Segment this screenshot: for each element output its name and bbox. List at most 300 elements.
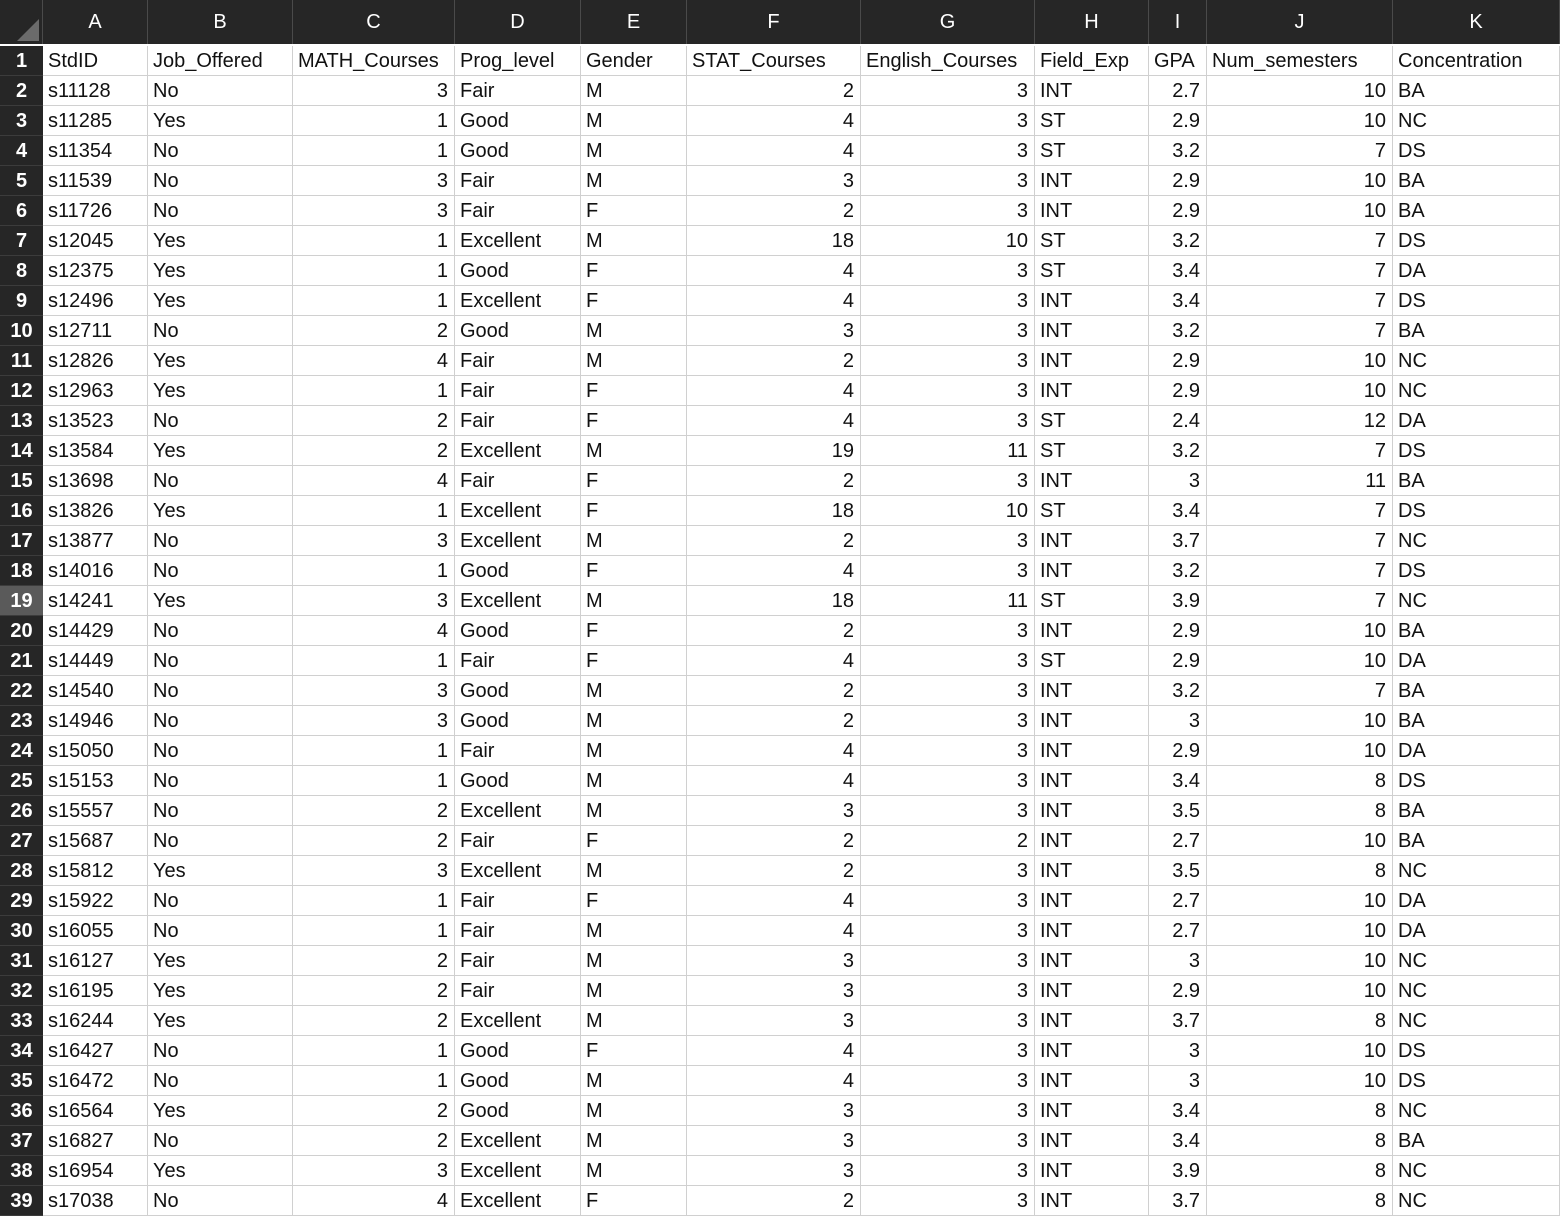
header-cell[interactable]: STAT_Courses (687, 46, 861, 76)
cell[interactable]: M (581, 946, 687, 976)
cell[interactable]: 10 (1207, 166, 1393, 196)
cell[interactable]: Good (455, 256, 581, 286)
cell[interactable]: Fair (455, 736, 581, 766)
cell[interactable]: INT (1035, 76, 1149, 106)
cell[interactable]: 3 (687, 1126, 861, 1156)
cell[interactable]: 3 (861, 166, 1035, 196)
column-header-b[interactable]: B (148, 0, 293, 44)
cell[interactable]: 2.9 (1149, 166, 1207, 196)
cell[interactable]: INT (1035, 736, 1149, 766)
cell[interactable]: F (581, 256, 687, 286)
cell[interactable]: Excellent (455, 586, 581, 616)
cell[interactable]: No (148, 166, 293, 196)
cell[interactable]: 3.7 (1149, 1186, 1207, 1216)
cell[interactable]: DA (1393, 886, 1560, 916)
cell[interactable]: No (148, 676, 293, 706)
row-number[interactable]: 9 (0, 286, 43, 316)
cell[interactable]: s11726 (43, 196, 148, 226)
cell[interactable]: 3 (861, 376, 1035, 406)
cell[interactable]: 2 (861, 826, 1035, 856)
cell[interactable]: 2 (293, 1006, 455, 1036)
cell[interactable]: F (581, 466, 687, 496)
cell[interactable]: Fair (455, 826, 581, 856)
cell[interactable]: INT (1035, 796, 1149, 826)
row-number[interactable]: 6 (0, 196, 43, 226)
cell[interactable]: DA (1393, 916, 1560, 946)
cell[interactable]: BA (1393, 796, 1560, 826)
cell[interactable]: 4 (293, 346, 455, 376)
cell[interactable]: 2 (293, 796, 455, 826)
row-number[interactable]: 7 (0, 226, 43, 256)
cell[interactable]: No (148, 466, 293, 496)
cell[interactable]: 7 (1207, 676, 1393, 706)
cell[interactable]: INT (1035, 166, 1149, 196)
cell[interactable]: s12963 (43, 376, 148, 406)
cell[interactable]: 3.2 (1149, 436, 1207, 466)
cell[interactable]: 3 (687, 796, 861, 826)
row-number[interactable]: 25 (0, 766, 43, 796)
cell[interactable]: 3 (861, 1066, 1035, 1096)
column-header-h[interactable]: H (1035, 0, 1149, 44)
cell[interactable]: M (581, 1096, 687, 1126)
cell[interactable]: s16827 (43, 1126, 148, 1156)
cell[interactable]: M (581, 166, 687, 196)
cell[interactable]: 2.7 (1149, 886, 1207, 916)
cell[interactable]: INT (1035, 616, 1149, 646)
cell[interactable]: DA (1393, 646, 1560, 676)
cell[interactable]: 2 (687, 706, 861, 736)
cell[interactable]: s15812 (43, 856, 148, 886)
cell[interactable]: 1 (293, 886, 455, 916)
cell[interactable]: NC (1393, 586, 1560, 616)
cell[interactable]: 18 (687, 226, 861, 256)
cell[interactable]: 4 (687, 406, 861, 436)
cell[interactable]: 3 (861, 466, 1035, 496)
row-number[interactable]: 29 (0, 886, 43, 916)
cell[interactable]: 3.4 (1149, 766, 1207, 796)
cell[interactable]: 3.7 (1149, 1006, 1207, 1036)
cell[interactable]: 3 (861, 706, 1035, 736)
cell[interactable]: 7 (1207, 586, 1393, 616)
cell[interactable]: 2 (687, 616, 861, 646)
cell[interactable]: NC (1393, 1186, 1560, 1216)
cell[interactable]: 3 (861, 76, 1035, 106)
header-cell[interactable]: GPA (1149, 46, 1207, 76)
cell[interactable]: 3 (861, 286, 1035, 316)
cell[interactable]: 1 (293, 136, 455, 166)
cell[interactable]: 3 (861, 1126, 1035, 1156)
cell[interactable]: No (148, 796, 293, 826)
cell[interactable]: BA (1393, 196, 1560, 226)
cell[interactable]: Excellent (455, 1006, 581, 1036)
cell[interactable]: s16564 (43, 1096, 148, 1126)
cell[interactable]: ST (1035, 586, 1149, 616)
cell[interactable]: 10 (1207, 706, 1393, 736)
cell[interactable]: s14241 (43, 586, 148, 616)
cell[interactable]: No (148, 556, 293, 586)
cell[interactable]: 3 (861, 1156, 1035, 1186)
cell[interactable]: M (581, 316, 687, 346)
cell[interactable]: Yes (148, 256, 293, 286)
row-number[interactable]: 18 (0, 556, 43, 586)
cell[interactable]: s13584 (43, 436, 148, 466)
cell[interactable]: 4 (687, 766, 861, 796)
cell[interactable]: 2.9 (1149, 616, 1207, 646)
cell[interactable]: INT (1035, 376, 1149, 406)
cell[interactable]: ST (1035, 646, 1149, 676)
cell[interactable]: F (581, 616, 687, 646)
cell[interactable]: s15153 (43, 766, 148, 796)
cell[interactable]: M (581, 1156, 687, 1186)
column-header-f[interactable]: F (687, 0, 861, 44)
cell[interactable]: NC (1393, 1006, 1560, 1036)
cell[interactable]: s16427 (43, 1036, 148, 1066)
header-cell[interactable]: Field_Exp (1035, 46, 1149, 76)
cell[interactable]: 4 (687, 376, 861, 406)
cell[interactable]: 4 (687, 916, 861, 946)
row-number[interactable]: 35 (0, 1066, 43, 1096)
cell[interactable]: 8 (1207, 1006, 1393, 1036)
cell[interactable]: F (581, 496, 687, 526)
cell[interactable]: 10 (1207, 646, 1393, 676)
cell[interactable]: 3.4 (1149, 1126, 1207, 1156)
cell[interactable]: Good (455, 1036, 581, 1066)
cell[interactable]: 18 (687, 496, 861, 526)
column-header-k[interactable]: K (1393, 0, 1560, 44)
header-cell[interactable]: English_Courses (861, 46, 1035, 76)
cell[interactable]: s17038 (43, 1186, 148, 1216)
cell[interactable]: s11354 (43, 136, 148, 166)
cell[interactable]: Excellent (455, 1186, 581, 1216)
cell[interactable]: M (581, 1126, 687, 1156)
cell[interactable]: 4 (687, 1066, 861, 1096)
cell[interactable]: Yes (148, 1006, 293, 1036)
cell[interactable]: F (581, 196, 687, 226)
row-number[interactable]: 39 (0, 1186, 43, 1216)
cell[interactable]: 3 (293, 166, 455, 196)
cell[interactable]: DS (1393, 226, 1560, 256)
cell[interactable]: 3.4 (1149, 496, 1207, 526)
cell[interactable]: Excellent (455, 226, 581, 256)
cell[interactable]: Good (455, 1066, 581, 1096)
cell[interactable]: 2.9 (1149, 196, 1207, 226)
cell[interactable]: 8 (1207, 1096, 1393, 1126)
cell[interactable]: 11 (861, 436, 1035, 466)
cell[interactable]: INT (1035, 856, 1149, 886)
cell[interactable]: 1 (293, 376, 455, 406)
cell[interactable]: 3 (861, 1006, 1035, 1036)
cell[interactable]: No (148, 766, 293, 796)
cell[interactable]: 3.4 (1149, 256, 1207, 286)
cell[interactable]: INT (1035, 1156, 1149, 1186)
cell[interactable]: 3 (861, 946, 1035, 976)
row-number[interactable]: 27 (0, 826, 43, 856)
cell[interactable]: 2.7 (1149, 826, 1207, 856)
cell[interactable]: 3 (1149, 1036, 1207, 1066)
cell[interactable]: NC (1393, 376, 1560, 406)
cell[interactable]: s12496 (43, 286, 148, 316)
row-number[interactable]: 23 (0, 706, 43, 736)
column-header-i[interactable]: I (1149, 0, 1207, 44)
cell[interactable]: DS (1393, 1036, 1560, 1066)
cell[interactable]: 1 (293, 556, 455, 586)
cell[interactable]: 3 (1149, 1066, 1207, 1096)
row-number[interactable]: 38 (0, 1156, 43, 1186)
cell[interactable]: 11 (1207, 466, 1393, 496)
cell[interactable]: 3 (861, 196, 1035, 226)
cell[interactable]: 3 (1149, 946, 1207, 976)
cell[interactable]: 3.2 (1149, 556, 1207, 586)
cell[interactable]: M (581, 76, 687, 106)
cell[interactable]: Yes (148, 226, 293, 256)
cell[interactable]: 1 (293, 496, 455, 526)
cell[interactable]: INT (1035, 466, 1149, 496)
cell[interactable]: 1 (293, 226, 455, 256)
cell[interactable]: 2 (293, 976, 455, 1006)
cell[interactable]: 3 (861, 556, 1035, 586)
cell[interactable]: ST (1035, 436, 1149, 466)
row-number[interactable]: 5 (0, 166, 43, 196)
cell[interactable]: 8 (1207, 766, 1393, 796)
cell[interactable]: ST (1035, 226, 1149, 256)
cell[interactable]: 3 (861, 136, 1035, 166)
cell[interactable]: 3 (687, 1156, 861, 1186)
cell[interactable]: Excellent (455, 1126, 581, 1156)
cell[interactable]: 3.4 (1149, 1096, 1207, 1126)
cell[interactable]: s15050 (43, 736, 148, 766)
cell[interactable]: 3 (861, 406, 1035, 436)
cell[interactable]: 4 (687, 556, 861, 586)
cell[interactable]: 4 (293, 616, 455, 646)
cell[interactable]: 7 (1207, 136, 1393, 166)
cell[interactable]: 10 (1207, 826, 1393, 856)
row-number[interactable]: 31 (0, 946, 43, 976)
header-cell[interactable]: Concentration (1393, 46, 1560, 76)
cell[interactable]: s14540 (43, 676, 148, 706)
cell[interactable]: 10 (1207, 376, 1393, 406)
cell[interactable]: 3 (687, 166, 861, 196)
cell[interactable]: 4 (687, 1036, 861, 1066)
cell[interactable]: s11539 (43, 166, 148, 196)
cell[interactable]: 3.9 (1149, 586, 1207, 616)
cell[interactable]: No (148, 1036, 293, 1066)
cell[interactable]: s16954 (43, 1156, 148, 1186)
cell[interactable]: 4 (687, 136, 861, 166)
cell[interactable]: BA (1393, 676, 1560, 706)
cell[interactable]: No (148, 646, 293, 676)
cell[interactable]: s16472 (43, 1066, 148, 1096)
row-number[interactable]: 15 (0, 466, 43, 496)
cell[interactable]: 1 (293, 916, 455, 946)
cell[interactable]: 7 (1207, 256, 1393, 286)
cell[interactable]: 2.9 (1149, 736, 1207, 766)
cell[interactable]: No (148, 706, 293, 736)
cell[interactable]: 10 (861, 496, 1035, 526)
header-cell[interactable]: StdID (43, 46, 148, 76)
cell[interactable]: 3 (687, 976, 861, 1006)
cell[interactable]: Fair (455, 886, 581, 916)
cell[interactable]: DA (1393, 256, 1560, 286)
cell[interactable]: s12045 (43, 226, 148, 256)
cell[interactable]: 3 (861, 1096, 1035, 1126)
cell[interactable]: 1 (293, 646, 455, 676)
cell[interactable]: 1 (293, 1066, 455, 1096)
row-number[interactable]: 19 (0, 586, 43, 616)
cell[interactable]: F (581, 556, 687, 586)
cell[interactable]: NC (1393, 346, 1560, 376)
cell[interactable]: 7 (1207, 316, 1393, 346)
cell[interactable]: Yes (148, 976, 293, 1006)
cell[interactable]: INT (1035, 676, 1149, 706)
row-number[interactable]: 36 (0, 1096, 43, 1126)
cell[interactable]: 3 (861, 736, 1035, 766)
cell[interactable]: INT (1035, 886, 1149, 916)
cell[interactable]: s15557 (43, 796, 148, 826)
cell[interactable]: DS (1393, 496, 1560, 526)
cell[interactable]: M (581, 706, 687, 736)
cell[interactable]: 7 (1207, 226, 1393, 256)
header-cell[interactable]: Num_semesters (1207, 46, 1393, 76)
cell[interactable]: 3 (293, 586, 455, 616)
cell[interactable]: Excellent (455, 796, 581, 826)
row-number[interactable]: 37 (0, 1126, 43, 1156)
cell[interactable]: 3 (861, 346, 1035, 376)
cell[interactable]: No (148, 196, 293, 226)
cell[interactable]: INT (1035, 916, 1149, 946)
cell[interactable]: M (581, 916, 687, 946)
cell[interactable]: Good (455, 706, 581, 736)
cell[interactable]: No (148, 1066, 293, 1096)
cell[interactable]: INT (1035, 766, 1149, 796)
cell[interactable]: Fair (455, 346, 581, 376)
cell[interactable]: 2 (687, 1186, 861, 1216)
cell[interactable]: 2 (687, 826, 861, 856)
cell[interactable]: 10 (1207, 736, 1393, 766)
row-number[interactable]: 21 (0, 646, 43, 676)
cell[interactable]: ST (1035, 136, 1149, 166)
cell[interactable]: s12375 (43, 256, 148, 286)
cell[interactable]: Fair (455, 406, 581, 436)
cell[interactable]: Excellent (455, 856, 581, 886)
cell[interactable]: Good (455, 106, 581, 136)
cell[interactable]: 7 (1207, 496, 1393, 526)
cell[interactable]: 3.7 (1149, 526, 1207, 556)
cell[interactable]: 3 (861, 676, 1035, 706)
cell[interactable]: Yes (148, 286, 293, 316)
cell[interactable]: M (581, 226, 687, 256)
cell[interactable]: No (148, 1126, 293, 1156)
cell[interactable]: Excellent (455, 496, 581, 526)
row-number[interactable]: 1 (0, 46, 43, 76)
cell[interactable]: Excellent (455, 286, 581, 316)
cell[interactable]: 2.7 (1149, 76, 1207, 106)
cell[interactable]: 3 (861, 526, 1035, 556)
cell[interactable]: s11128 (43, 76, 148, 106)
cell[interactable]: Yes (148, 496, 293, 526)
row-number[interactable]: 12 (0, 376, 43, 406)
cell[interactable]: NC (1393, 106, 1560, 136)
cell[interactable]: 2.9 (1149, 106, 1207, 136)
cell[interactable]: DS (1393, 136, 1560, 166)
cell[interactable]: 10 (1207, 1066, 1393, 1096)
cell[interactable]: 4 (293, 466, 455, 496)
column-header-e[interactable]: E (581, 0, 687, 44)
cell[interactable]: 2.7 (1149, 916, 1207, 946)
cell[interactable]: 12 (1207, 406, 1393, 436)
cell[interactable]: Good (455, 766, 581, 796)
cell[interactable]: 8 (1207, 856, 1393, 886)
cell[interactable]: 3 (861, 316, 1035, 346)
cell[interactable]: 3 (687, 1096, 861, 1126)
cell[interactable]: 3 (861, 886, 1035, 916)
cell[interactable]: 3 (293, 706, 455, 736)
cell[interactable]: 10 (1207, 946, 1393, 976)
header-cell[interactable]: Gender (581, 46, 687, 76)
cell[interactable]: INT (1035, 1006, 1149, 1036)
cell[interactable]: 8 (1207, 1126, 1393, 1156)
cell[interactable]: Yes (148, 1156, 293, 1186)
cell[interactable]: DS (1393, 1066, 1560, 1096)
cell[interactable]: No (148, 826, 293, 856)
cell[interactable]: 18 (687, 586, 861, 616)
cell[interactable]: 1 (293, 286, 455, 316)
cell[interactable]: 8 (1207, 1186, 1393, 1216)
cell[interactable]: 2.9 (1149, 646, 1207, 676)
cell[interactable]: 2 (293, 826, 455, 856)
cell[interactable]: 3.2 (1149, 136, 1207, 166)
cell[interactable]: Yes (148, 1096, 293, 1126)
cell[interactable]: No (148, 76, 293, 106)
cell[interactable]: BA (1393, 316, 1560, 346)
cell[interactable]: 19 (687, 436, 861, 466)
cell[interactable]: 4 (687, 286, 861, 316)
cell[interactable]: 8 (1207, 1156, 1393, 1186)
cell[interactable]: No (148, 616, 293, 646)
row-number[interactable]: 28 (0, 856, 43, 886)
cell[interactable]: 2 (293, 436, 455, 466)
cell[interactable]: s15687 (43, 826, 148, 856)
cell[interactable]: ST (1035, 406, 1149, 436)
cell[interactable]: INT (1035, 976, 1149, 1006)
cell[interactable]: s14449 (43, 646, 148, 676)
cell[interactable]: 2 (293, 1096, 455, 1126)
row-number[interactable]: 20 (0, 616, 43, 646)
cell[interactable]: Fair (455, 196, 581, 226)
cell[interactable]: 1 (293, 766, 455, 796)
cell[interactable]: No (148, 886, 293, 916)
cell[interactable]: 3 (861, 976, 1035, 1006)
cell[interactable]: 4 (687, 646, 861, 676)
row-number[interactable]: 24 (0, 736, 43, 766)
cell[interactable]: s16244 (43, 1006, 148, 1036)
cell[interactable]: 10 (1207, 916, 1393, 946)
cell[interactable]: M (581, 856, 687, 886)
cell[interactable]: 4 (687, 256, 861, 286)
cell[interactable]: 10 (1207, 196, 1393, 226)
row-number[interactable]: 13 (0, 406, 43, 436)
cell[interactable]: M (581, 136, 687, 166)
cell[interactable]: s14016 (43, 556, 148, 586)
cell[interactable]: M (581, 1066, 687, 1096)
cell[interactable]: 3 (861, 256, 1035, 286)
cell[interactable]: 4 (687, 736, 861, 766)
cell[interactable]: ST (1035, 496, 1149, 526)
cell[interactable]: Fair (455, 916, 581, 946)
cell[interactable]: 2 (293, 316, 455, 346)
cell[interactable]: 2.9 (1149, 376, 1207, 406)
cell[interactable]: Excellent (455, 1156, 581, 1186)
cell[interactable]: 2.4 (1149, 406, 1207, 436)
